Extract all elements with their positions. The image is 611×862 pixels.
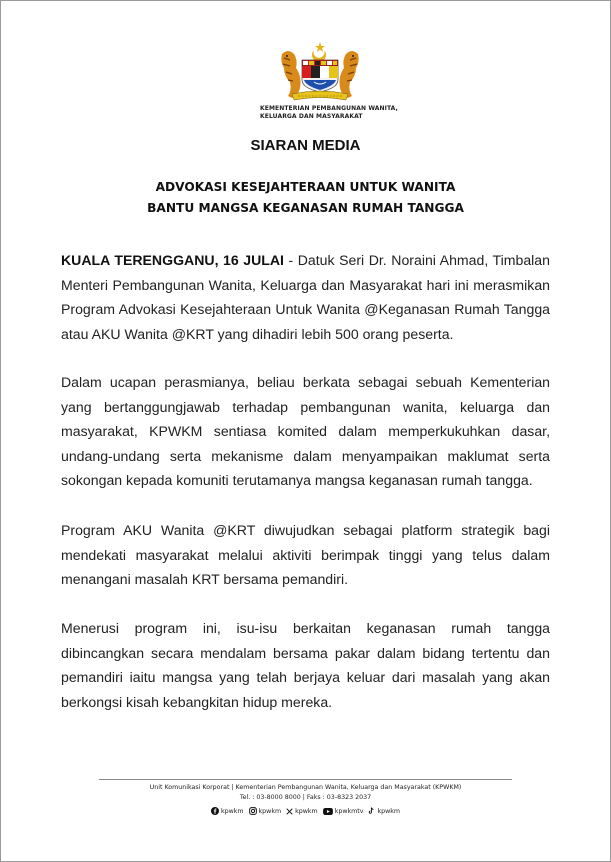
jata-negara-crest-icon (274, 40, 366, 102)
headline (0, 177, 611, 219)
letterhead (260, 40, 400, 121)
dateline: KUALA TERENGGANU, 16 JULAI (61, 252, 284, 268)
social-youtube[interactable] (323, 808, 364, 815)
youtube-icon (323, 808, 333, 815)
social-facebook[interactable] (211, 807, 244, 815)
social-x[interactable] (286, 808, 318, 815)
facebook-icon (211, 807, 219, 815)
social-instagram[interactable] (249, 807, 282, 815)
ministry-name-line2: KELUARGA DAN MASYARAKAT (260, 113, 363, 120)
social-x-handle: kpwkm (295, 807, 318, 815)
paragraph-4: Menerusi program ini, isu-isu berkaitan keganasan rumah tangga dibincangkan secara mendalam bersama pakar dalam bidang tertentu dan pemandiri iaitu mangsa yang telah berjaya keluar dari masalah yang akan berkongsi kisah kebangkitan hidup mereka. (61, 620, 550, 710)
social-facebook-handle: kpwkm (220, 807, 244, 815)
ministry-name-line1: KEMENTERIAN PEMBANGUNAN WANITA, (260, 105, 398, 112)
social-youtube-handle: kpwkmtv (334, 807, 364, 815)
headline-line2: BANTU MANGSA KEGANASAN RUMAH TANGGA (147, 201, 464, 215)
footer-unit-line: Unit Komunikasi Korporat | Kementerian Pembangunan Wanita, Keluarga dan Masyarakat (KPWKM) (149, 784, 462, 791)
social-tiktok[interactable] (368, 807, 400, 815)
social-instagram-handle: kpwkm (258, 807, 282, 815)
x-icon (286, 808, 293, 815)
instagram-icon (249, 807, 257, 815)
footer (0, 783, 611, 815)
footer-contact-line: Tel. : 03-8000 8000 | Faks : 03-8323 2037 (239, 794, 372, 801)
footer-divider (99, 779, 512, 780)
social-tiktok-handle: kpwkm (377, 807, 401, 815)
tiktok-icon (368, 807, 375, 815)
paragraph-2: Dalam ucapan perasmianya, beliau berkata sebagai sebuah Kementerian yang bertanggungjawab terhadap pembangunan wanita, keluarga dan masyarakat, KPWKM sentiasa komited dalam memperkukuhkan dasar, undang-undang serta mekanisme dalam menyampaikan maklumat serta sokongan kepada komuniti terutamanya mangsa keganasan rumah tangga. (61, 374, 550, 488)
paragraph-1 (61, 248, 550, 346)
document-title: SIARAN MEDIA (250, 137, 361, 154)
social-links (0, 807, 611, 815)
paragraph-3: Program AKU Wanita @KRT diwujudkan sebagai platform strategik bagi mendekati masyarakat melalui aktiviti berimpak tinggi yang telus dalam menangani masalah KRT bersama pemandiri. (61, 522, 550, 587)
paragraph-1-text: - Datuk Seri Dr. Noraini Ahmad, Timbalan Menteri Pembangunan Wanita, Keluarga dan Masyarakat hari ini merasmikan Program Advokasi Kesejahteraan Untuk Wanita @Keganasan Rumah Tangga atau AKU Wanita @KRT yang dihadiri lebih 500 orang peserta. (61, 252, 550, 342)
headline-line1: ADVOKASI KESEJAHTERAAN UNTUK WANITA (155, 180, 456, 194)
